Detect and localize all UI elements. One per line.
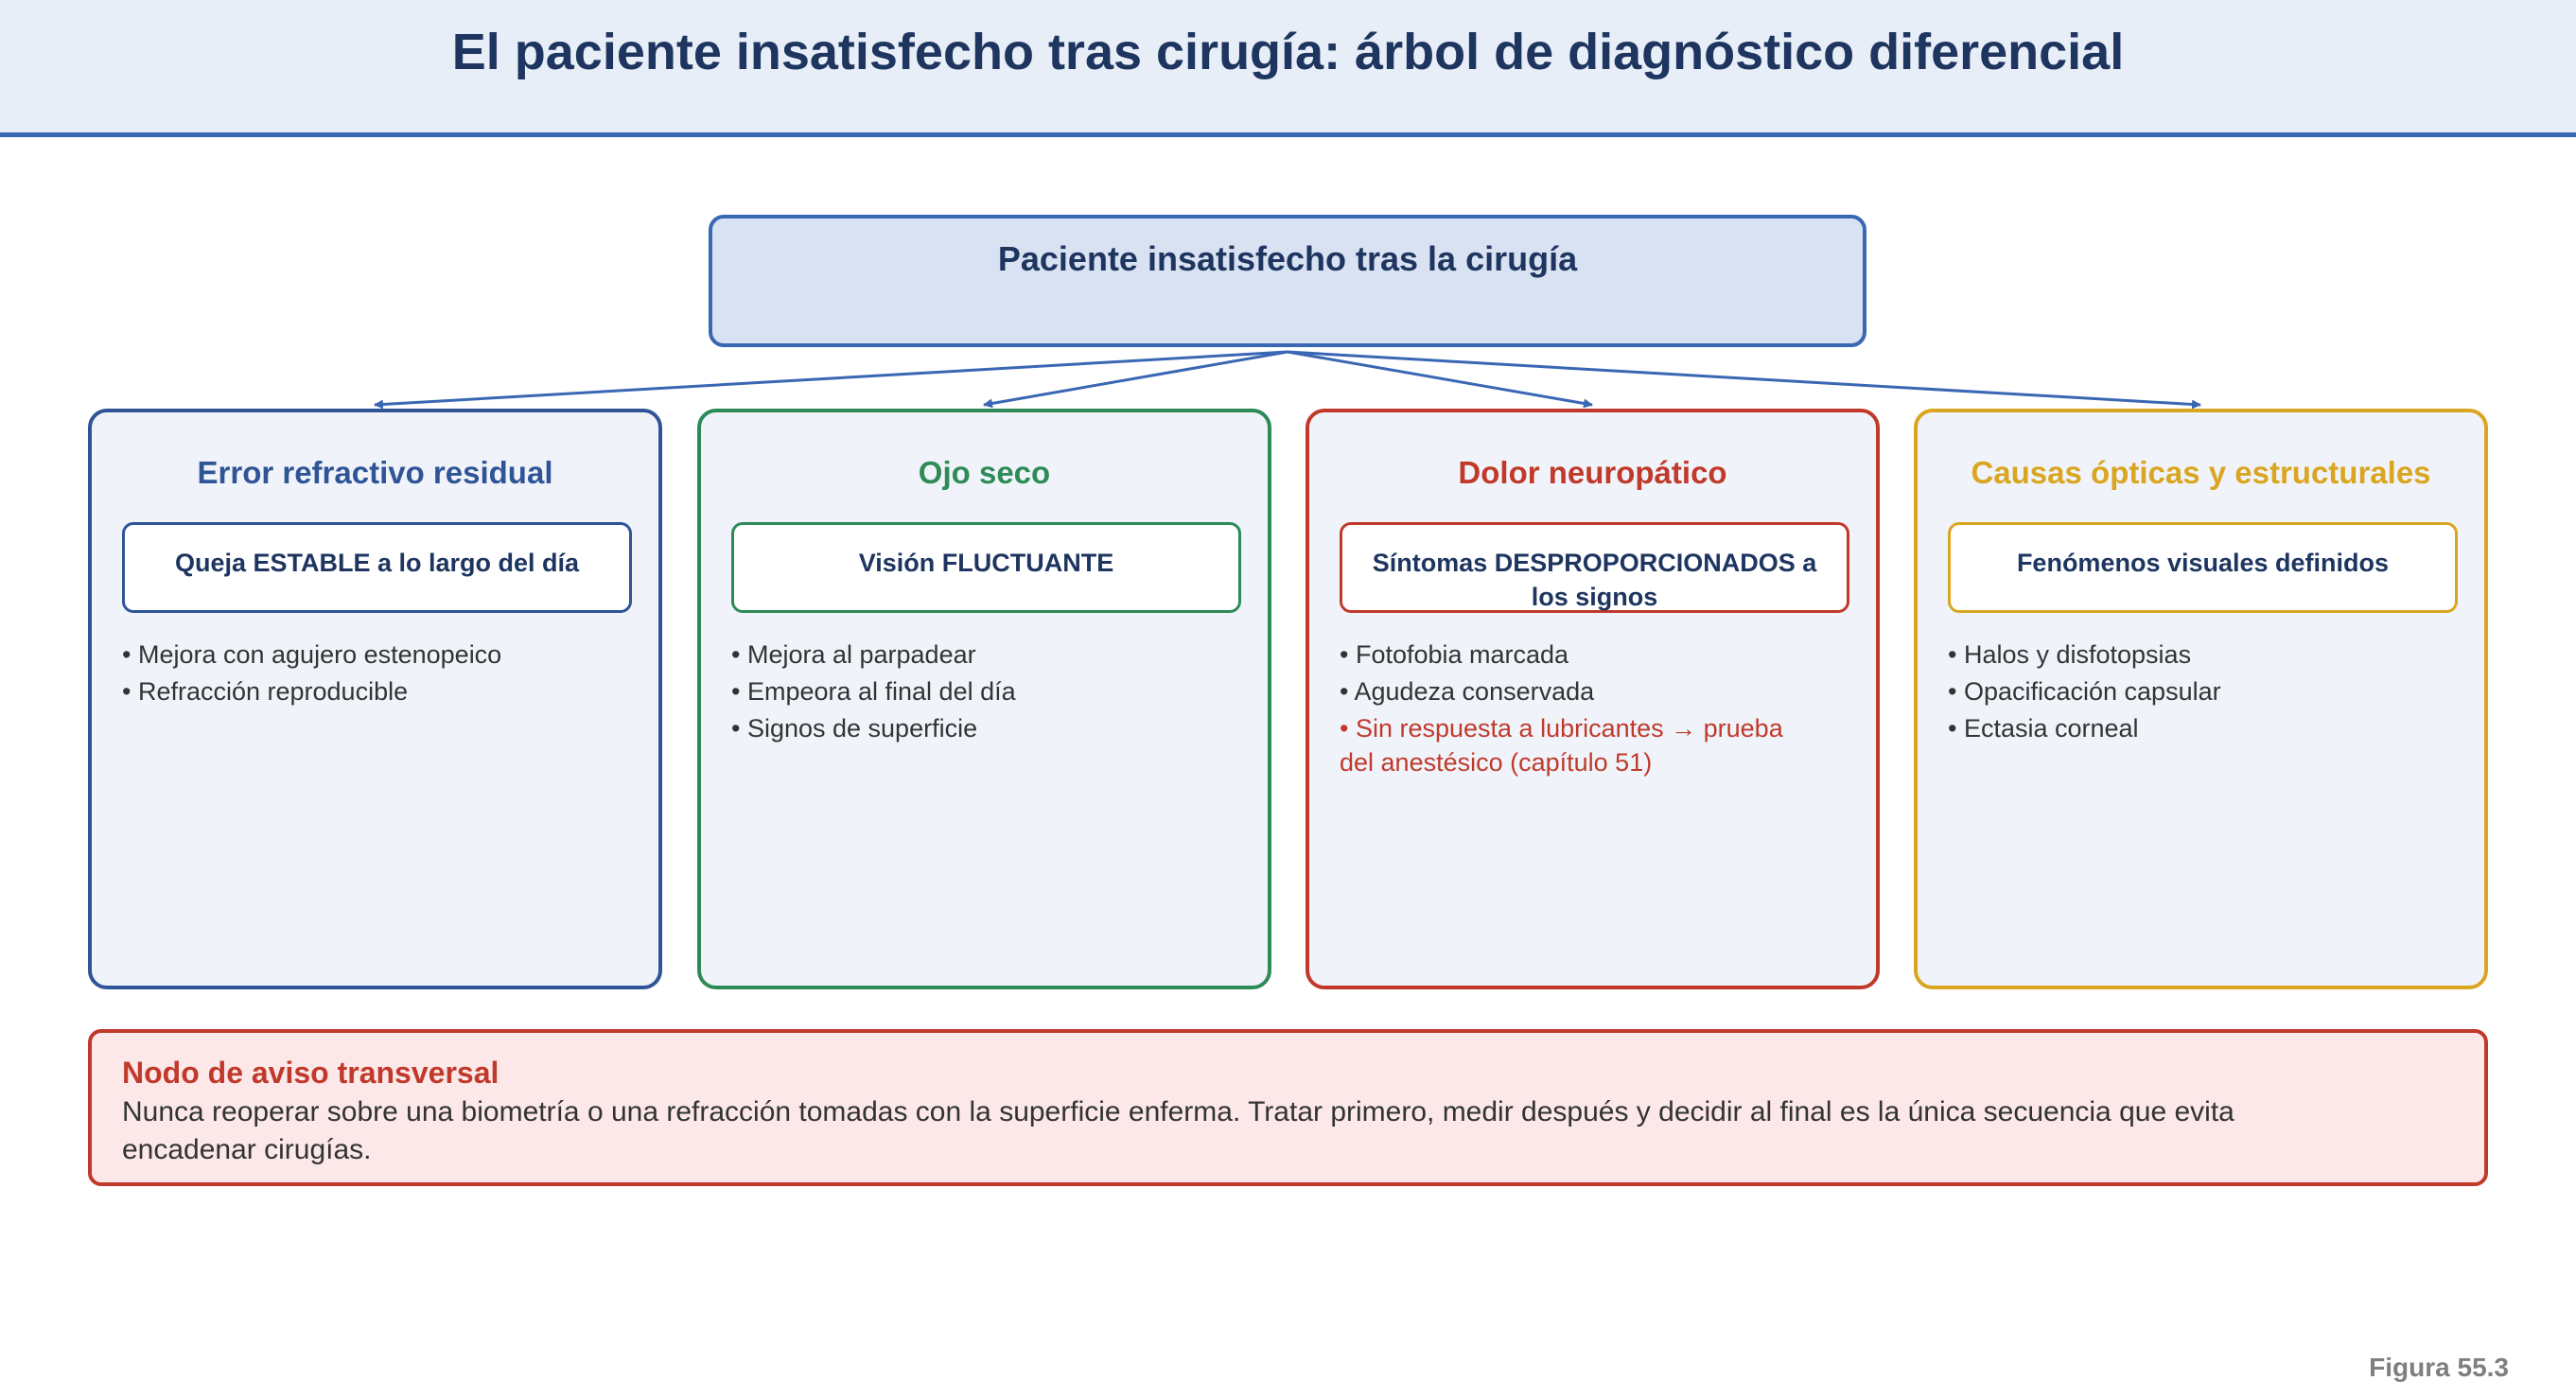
header-banner <box>0 0 2576 137</box>
branch-key-finding: Queja ESTABLE a lo largo del día <box>122 522 632 613</box>
branch-causas-opticas <box>1914 409 2488 989</box>
list-item-warning: • Sin respuesta a lubricantes → prueba del anestésico (capítulo 51) <box>1340 714 1783 777</box>
branch-error-refractivo <box>88 409 662 989</box>
warning-node <box>88 1029 2488 1186</box>
branch-title: Dolor neuropático <box>1458 455 1727 490</box>
branch-title: Error refractivo residual <box>197 455 553 490</box>
arrow-to-branch-1 <box>375 352 1288 405</box>
branch-items <box>731 638 1204 748</box>
root-node-label: Paciente insatisfecho tras la cirugía <box>997 239 1578 278</box>
arrow-to-branch-3 <box>1288 352 1592 405</box>
list-item: • Halos y disfotopsias <box>1948 640 2192 669</box>
list-item: • Agudeza conservada <box>1340 677 1595 706</box>
branch-title: Ojo seco <box>918 455 1051 490</box>
list-item: • Opacificación capsular <box>1948 677 2221 706</box>
list-item: • Mejora al parpadear <box>731 640 976 669</box>
arrow-to-branch-4 <box>1288 352 2200 405</box>
branch-items <box>1948 638 2421 748</box>
list-item: • Fotofobia marcada <box>1340 640 1569 669</box>
branch-title: Causas ópticas y estructurales <box>1971 455 2431 490</box>
list-item: • Empeora al final del día <box>731 677 1016 706</box>
branch-key-finding: Fenómenos visuales definidos <box>1948 522 2458 613</box>
figure-label: Figura 55.3 <box>2369 1353 2509 1382</box>
branch-key-finding: Síntomas DESPROPORCIONADOS a los signos <box>1340 522 1849 613</box>
list-item: • Mejora con agujero estenopeico <box>122 640 502 669</box>
branch-key-finding: Visión FLUCTUANTE <box>731 522 1241 613</box>
list-item: • Signos de superficie <box>731 714 978 743</box>
branch-items <box>1340 638 1813 782</box>
list-item: • Ectasia corneal <box>1948 714 2139 743</box>
branch-dolor-neuropatico <box>1306 409 1880 989</box>
root-node <box>709 215 1866 347</box>
branch-ojo-seco <box>697 409 1271 989</box>
page-title: El paciente insatisfecho tras cirugía: árbol de diagnóstico diferencial <box>451 24 2125 80</box>
list-item: • Refracción reproducible <box>122 677 409 706</box>
arrow-to-branch-2 <box>984 352 1288 405</box>
warning-title: Nodo de aviso transversal <box>122 1056 499 1090</box>
branch-items <box>122 638 595 711</box>
warning-text: Nunca reoperar sobre una biometría o una refracción tomadas con la superficie enferma. Tratar primero, medir después y decidir al final es la única secuencia que evita encadenar cirugías. <box>122 1096 2234 1165</box>
